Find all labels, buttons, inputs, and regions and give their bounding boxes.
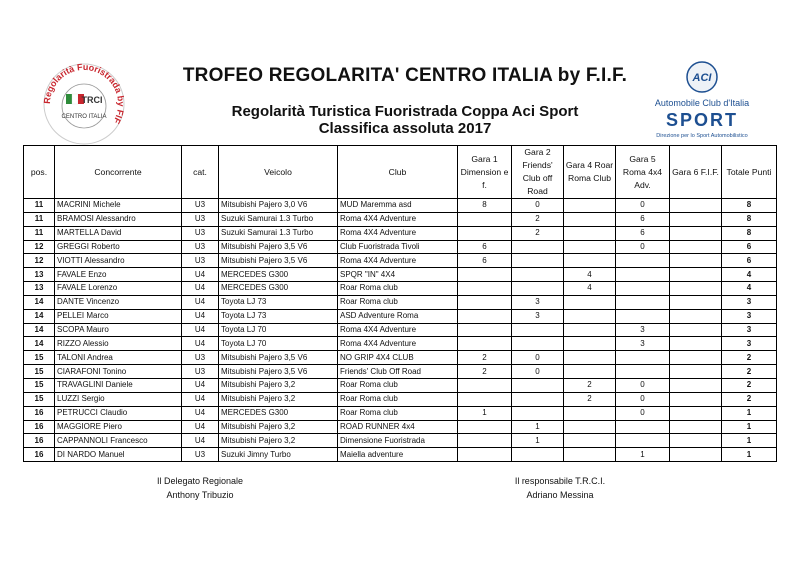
cell-gara6 [670, 351, 722, 365]
cell-gara1 [458, 309, 512, 323]
logo-center-text: TRCI [81, 95, 103, 105]
cell-name: TRAVAGLINI Daniele [55, 378, 182, 392]
cell-name: BRAMOSI Alessandro [55, 212, 182, 226]
cell-gara5: 6 [616, 226, 670, 240]
cell-name: TALONI Andrea [55, 351, 182, 365]
cell-cat: U4 [182, 406, 219, 420]
cell-gara2: 0 [512, 199, 564, 213]
cell-vehicle: MERCEDES G300 [219, 282, 338, 296]
cell-totale: 2 [722, 351, 777, 365]
table-row [24, 406, 777, 420]
cell-name: GREGGI Roberto [55, 240, 182, 254]
cell-club: SPQR "IN" 4X4 [338, 268, 458, 282]
cell-vehicle: Mitsubishi Pajero 3,5 V6 [219, 351, 338, 365]
cell-vehicle: Toyota LJ 73 [219, 309, 338, 323]
cell-gara6 [670, 337, 722, 351]
cell-club: Roar Roma club [338, 282, 458, 296]
cell-gara1 [458, 295, 512, 309]
cell-gara2 [512, 240, 564, 254]
cell-cat: U3 [182, 226, 219, 240]
logo-bottom-text: CENTRO ITALIA [61, 114, 107, 120]
cell-pos: 16 [24, 420, 55, 434]
cell-pos: 16 [24, 406, 55, 420]
cell-vehicle: Toyota LJ 70 [219, 323, 338, 337]
cell-pos: 15 [24, 392, 55, 406]
cell-cat: U3 [182, 240, 219, 254]
cell-gara6 [670, 282, 722, 296]
cell-club: ROAD RUNNER 4x4 [338, 420, 458, 434]
cell-gara6 [670, 199, 722, 213]
cell-totale: 8 [722, 212, 777, 226]
cell-gara2: 3 [512, 309, 564, 323]
cell-gara2: 3 [512, 295, 564, 309]
cell-name: MACRINI Michele [55, 199, 182, 213]
cell-gara2 [512, 392, 564, 406]
cell-gara4 [564, 420, 616, 434]
signature-right-role: Il responsabile T.R.C.I. [514, 476, 606, 486]
cell-gara2: 2 [512, 212, 564, 226]
cell-club: Roar Roma club [338, 406, 458, 420]
cell-gara2: 0 [512, 365, 564, 379]
header-cat: cat. [182, 146, 219, 199]
cell-pos: 11 [24, 199, 55, 213]
table-row [24, 448, 777, 462]
cell-gara5: 0 [616, 240, 670, 254]
cell-totale: 6 [722, 254, 777, 268]
cell-totale: 1 [722, 406, 777, 420]
cell-gara1 [458, 448, 512, 462]
cell-club: ASD Adventure Roma [338, 309, 458, 323]
cell-pos: 14 [24, 323, 55, 337]
cell-gara4 [564, 351, 616, 365]
cell-cat: U4 [182, 309, 219, 323]
cell-gara5 [616, 309, 670, 323]
cell-pos: 14 [24, 309, 55, 323]
cell-club: Roar Roma club [338, 295, 458, 309]
cell-cat: U4 [182, 337, 219, 351]
cell-pos: 16 [24, 448, 55, 462]
cell-gara4 [564, 240, 616, 254]
cell-gara4 [564, 337, 616, 351]
cell-name: MAGGIORE Piero [55, 420, 182, 434]
page-title: TROFEO REGOLARITA' CENTRO ITALIA by F.I.F. [182, 65, 628, 86]
cell-gara5 [616, 351, 670, 365]
cell-totale: 3 [722, 337, 777, 351]
cell-pos: 11 [24, 226, 55, 240]
cell-name: SCOPA Mauro [55, 323, 182, 337]
cell-name: DANTE Vincenzo [55, 295, 182, 309]
cell-gara4: 2 [564, 392, 616, 406]
cell-vehicle: Toyota LJ 70 [219, 337, 338, 351]
cell-cat: U3 [182, 448, 219, 462]
cell-gara1 [458, 282, 512, 296]
cell-gara6 [670, 434, 722, 448]
cell-vehicle: Mitsubishi Pajero 3,5 V6 [219, 240, 338, 254]
cell-gara6 [670, 406, 722, 420]
cell-gara2 [512, 282, 564, 296]
cell-name: FAVALE Enzo [55, 268, 182, 282]
cell-gara6 [670, 226, 722, 240]
cell-gara5 [616, 420, 670, 434]
cell-totale: 8 [722, 199, 777, 213]
signature-right [485, 474, 635, 502]
cell-gara2 [512, 254, 564, 268]
cell-gara1: 6 [458, 254, 512, 268]
cell-pos: 15 [24, 378, 55, 392]
cell-gara5 [616, 295, 670, 309]
cell-gara6 [670, 365, 722, 379]
table-row [24, 212, 777, 226]
cell-gara2 [512, 406, 564, 420]
signature-left [130, 474, 270, 502]
table-row [24, 268, 777, 282]
cell-vehicle: Toyota LJ 73 [219, 295, 338, 309]
cell-totale: 1 [722, 434, 777, 448]
cell-name: CIARAFONI Tonino [55, 365, 182, 379]
cell-pos: 11 [24, 212, 55, 226]
page-subtitle: Regolarità Turistica Fuoristrada Coppa Aci Sport [231, 103, 579, 120]
table-row [24, 365, 777, 379]
table-row [24, 420, 777, 434]
cell-name: PETRUCCI Claudio [55, 406, 182, 420]
cell-gara6 [670, 212, 722, 226]
cell-name: VIOTTI Alessandro [55, 254, 182, 268]
cell-vehicle: Mitsubishi Pajero 3,5 V6 [219, 365, 338, 379]
cell-cat: U4 [182, 268, 219, 282]
trci-logo [40, 60, 128, 148]
cell-gara1 [458, 323, 512, 337]
cell-totale: 1 [722, 420, 777, 434]
table-header-row [24, 146, 777, 199]
cell-club: Friends' Club Off Road [338, 365, 458, 379]
cell-cat: U4 [182, 378, 219, 392]
cell-gara6 [670, 240, 722, 254]
cell-gara1 [458, 434, 512, 448]
cell-club: Roar Roma club [338, 378, 458, 392]
header-totale: Totale Punti [722, 146, 777, 199]
header-concorrente: Concorrente [55, 146, 182, 199]
cell-gara1 [458, 392, 512, 406]
cell-cat: U4 [182, 392, 219, 406]
cell-gara6 [670, 392, 722, 406]
logo-ring-text: Regolarità Fuoristrada by FIF [41, 61, 127, 126]
cell-club: NO GRIP 4X4 CLUB [338, 351, 458, 365]
cell-gara6 [670, 420, 722, 434]
cell-vehicle: Mitsubishi Pajero 3,2 [219, 434, 338, 448]
cell-pos: 12 [24, 254, 55, 268]
cell-totale: 3 [722, 323, 777, 337]
cell-totale: 4 [722, 268, 777, 282]
header-gara1: Gara 1 Dimension e f. [458, 146, 512, 199]
svg-text:ACI: ACI [692, 72, 712, 84]
cell-gara2 [512, 337, 564, 351]
cell-name: LUZZI Sergio [55, 392, 182, 406]
cell-club: MUD Maremma asd [338, 199, 458, 213]
cell-pos: 15 [24, 351, 55, 365]
cell-gara4 [564, 254, 616, 268]
cell-gara4 [564, 212, 616, 226]
table-row [24, 226, 777, 240]
cell-gara4 [564, 226, 616, 240]
cell-totale: 2 [722, 392, 777, 406]
cell-gara1 [458, 420, 512, 434]
cell-cat: U4 [182, 295, 219, 309]
cell-gara5 [616, 254, 670, 268]
cell-gara4: 4 [564, 268, 616, 282]
cell-vehicle: Mitsubishi Pajero 3,0 V6 [219, 199, 338, 213]
cell-gara4 [564, 448, 616, 462]
cell-gara1 [458, 268, 512, 282]
cell-gara1 [458, 378, 512, 392]
cell-vehicle: Mitsubishi Pajero 3,5 V6 [219, 254, 338, 268]
aci-sport-word: SPORT [665, 110, 739, 130]
table-row [24, 351, 777, 365]
cell-gara1: 2 [458, 351, 512, 365]
cell-gara5 [616, 268, 670, 282]
cell-club: Roma 4X4 Adventure [338, 323, 458, 337]
cell-gara6 [670, 268, 722, 282]
cell-gara6 [670, 254, 722, 268]
table-row [24, 323, 777, 337]
results-body [24, 199, 777, 462]
cell-gara4: 4 [564, 282, 616, 296]
cell-club: Roma 4X4 Adventure [338, 254, 458, 268]
cell-club: Roma 4X4 Adventure [338, 226, 458, 240]
cell-name: CAPPANNOLI Francesco [55, 434, 182, 448]
cell-gara6 [670, 378, 722, 392]
cell-gara4 [564, 434, 616, 448]
cell-name: FAVALE Lorenzo [55, 282, 182, 296]
cell-totale: 8 [722, 226, 777, 240]
aci-emblem-icon [687, 62, 717, 92]
cell-gara2 [512, 448, 564, 462]
cell-gara4 [564, 365, 616, 379]
cell-gara2 [512, 378, 564, 392]
cell-name: RIZZO Alessio [55, 337, 182, 351]
cell-gara2: 0 [512, 351, 564, 365]
cell-cat: U3 [182, 365, 219, 379]
cell-cat: U3 [182, 199, 219, 213]
cell-gara6 [670, 295, 722, 309]
table-row [24, 199, 777, 213]
cell-pos: 16 [24, 434, 55, 448]
table-row [24, 337, 777, 351]
cell-gara5: 3 [616, 337, 670, 351]
cell-gara4 [564, 295, 616, 309]
cell-pos: 15 [24, 365, 55, 379]
cell-gara4 [564, 323, 616, 337]
cell-vehicle: MERCEDES G300 [219, 268, 338, 282]
table-row [24, 434, 777, 448]
cell-club: Roma 4X4 Adventure [338, 337, 458, 351]
cell-pos: 13 [24, 268, 55, 282]
cell-gara5: 0 [616, 199, 670, 213]
cell-totale: 1 [722, 448, 777, 462]
signature-right-name: Adriano Messina [526, 490, 594, 500]
cell-gara2 [512, 323, 564, 337]
cell-vehicle: Mitsubishi Pajero 3,2 [219, 420, 338, 434]
header-gara2: Gara 2 Friends' Club off Road [512, 146, 564, 199]
aci-line1: Automobile Club d'Italia [654, 98, 750, 108]
cell-cat: U4 [182, 323, 219, 337]
cell-cat: U3 [182, 351, 219, 365]
header-pos: pos. [24, 146, 55, 199]
cell-vehicle: Mitsubishi Pajero 3,2 [219, 392, 338, 406]
cell-totale: 4 [722, 282, 777, 296]
table-row [24, 309, 777, 323]
cell-club: Maiella adventure [338, 448, 458, 462]
signature-left-name: Anthony Tribuzio [166, 490, 234, 500]
cell-gara5 [616, 365, 670, 379]
cell-cat: U3 [182, 212, 219, 226]
cell-club: Dimensione Fuoristrada [338, 434, 458, 448]
table-row [24, 254, 777, 268]
cell-gara5: 0 [616, 392, 670, 406]
cell-vehicle: Suzuki Jimny Turbo [219, 448, 338, 462]
cell-gara4: 2 [564, 378, 616, 392]
cell-club: Club Fuoristrada Tivoli [338, 240, 458, 254]
table-row [24, 240, 777, 254]
cell-pos: 12 [24, 240, 55, 254]
cell-gara5: 3 [616, 323, 670, 337]
signature-left-role: Il Delegato Regionale [156, 476, 244, 486]
cell-vehicle: Suzuki Samurai 1.3 Turbo [219, 212, 338, 226]
cell-gara5: 0 [616, 406, 670, 420]
cell-name: PELLEI Marco [55, 309, 182, 323]
cell-gara5 [616, 282, 670, 296]
cell-gara1 [458, 337, 512, 351]
cell-cat: U4 [182, 420, 219, 434]
cell-name: MARTELLA David [55, 226, 182, 240]
cell-gara1 [458, 226, 512, 240]
header-gara6: Gara 6 F.I.F. [670, 146, 722, 199]
table-row [24, 392, 777, 406]
cell-pos: 14 [24, 295, 55, 309]
cell-totale: 2 [722, 365, 777, 379]
cell-gara2 [512, 268, 564, 282]
cell-gara2: 2 [512, 226, 564, 240]
cell-gara1: 6 [458, 240, 512, 254]
cell-club: Roma 4X4 Adventure [338, 212, 458, 226]
cell-pos: 13 [24, 282, 55, 296]
cell-gara1: 1 [458, 406, 512, 420]
cell-gara6 [670, 309, 722, 323]
cell-gara5: 6 [616, 212, 670, 226]
cell-gara4 [564, 199, 616, 213]
aci-line3: Direzione per lo Sport Automobilistico [656, 133, 748, 139]
cell-gara4 [564, 406, 616, 420]
cell-gara1: 8 [458, 199, 512, 213]
cell-cat: U3 [182, 254, 219, 268]
page-subtitle-2: Classifica assoluta 2017 [318, 120, 492, 137]
header-veicolo: Veicolo [219, 146, 338, 199]
cell-gara4 [564, 309, 616, 323]
cell-name: DI NARDO Manuel [55, 448, 182, 462]
aci-sport-logo [640, 60, 765, 142]
table-row [24, 378, 777, 392]
cell-totale: 3 [722, 309, 777, 323]
cell-gara5: 0 [616, 378, 670, 392]
cell-gara2: 1 [512, 434, 564, 448]
cell-gara1: 2 [458, 365, 512, 379]
header-club: Club [338, 146, 458, 199]
header-gara5: Gara 5 Roma 4x4 Adv. [616, 146, 670, 199]
cell-vehicle: Suzuki Samurai 1.3 Turbo [219, 226, 338, 240]
cell-pos: 14 [24, 337, 55, 351]
cell-gara6 [670, 323, 722, 337]
results-table [23, 145, 777, 462]
cell-totale: 2 [722, 378, 777, 392]
cell-cat: U4 [182, 434, 219, 448]
table-row [24, 295, 777, 309]
cell-totale: 3 [722, 295, 777, 309]
cell-gara1 [458, 212, 512, 226]
cell-gara2: 1 [512, 420, 564, 434]
cell-gara5 [616, 434, 670, 448]
cell-club: Roar Roma club [338, 392, 458, 406]
cell-gara6 [670, 448, 722, 462]
cell-vehicle: MERCEDES G300 [219, 406, 338, 420]
cell-totale: 6 [722, 240, 777, 254]
cell-cat: U4 [182, 282, 219, 296]
cell-gara5: 1 [616, 448, 670, 462]
cell-vehicle: Mitsubishi Pajero 3,2 [219, 378, 338, 392]
table-row [24, 282, 777, 296]
header-gara4: Gara 4 Roar Roma Club [564, 146, 616, 199]
